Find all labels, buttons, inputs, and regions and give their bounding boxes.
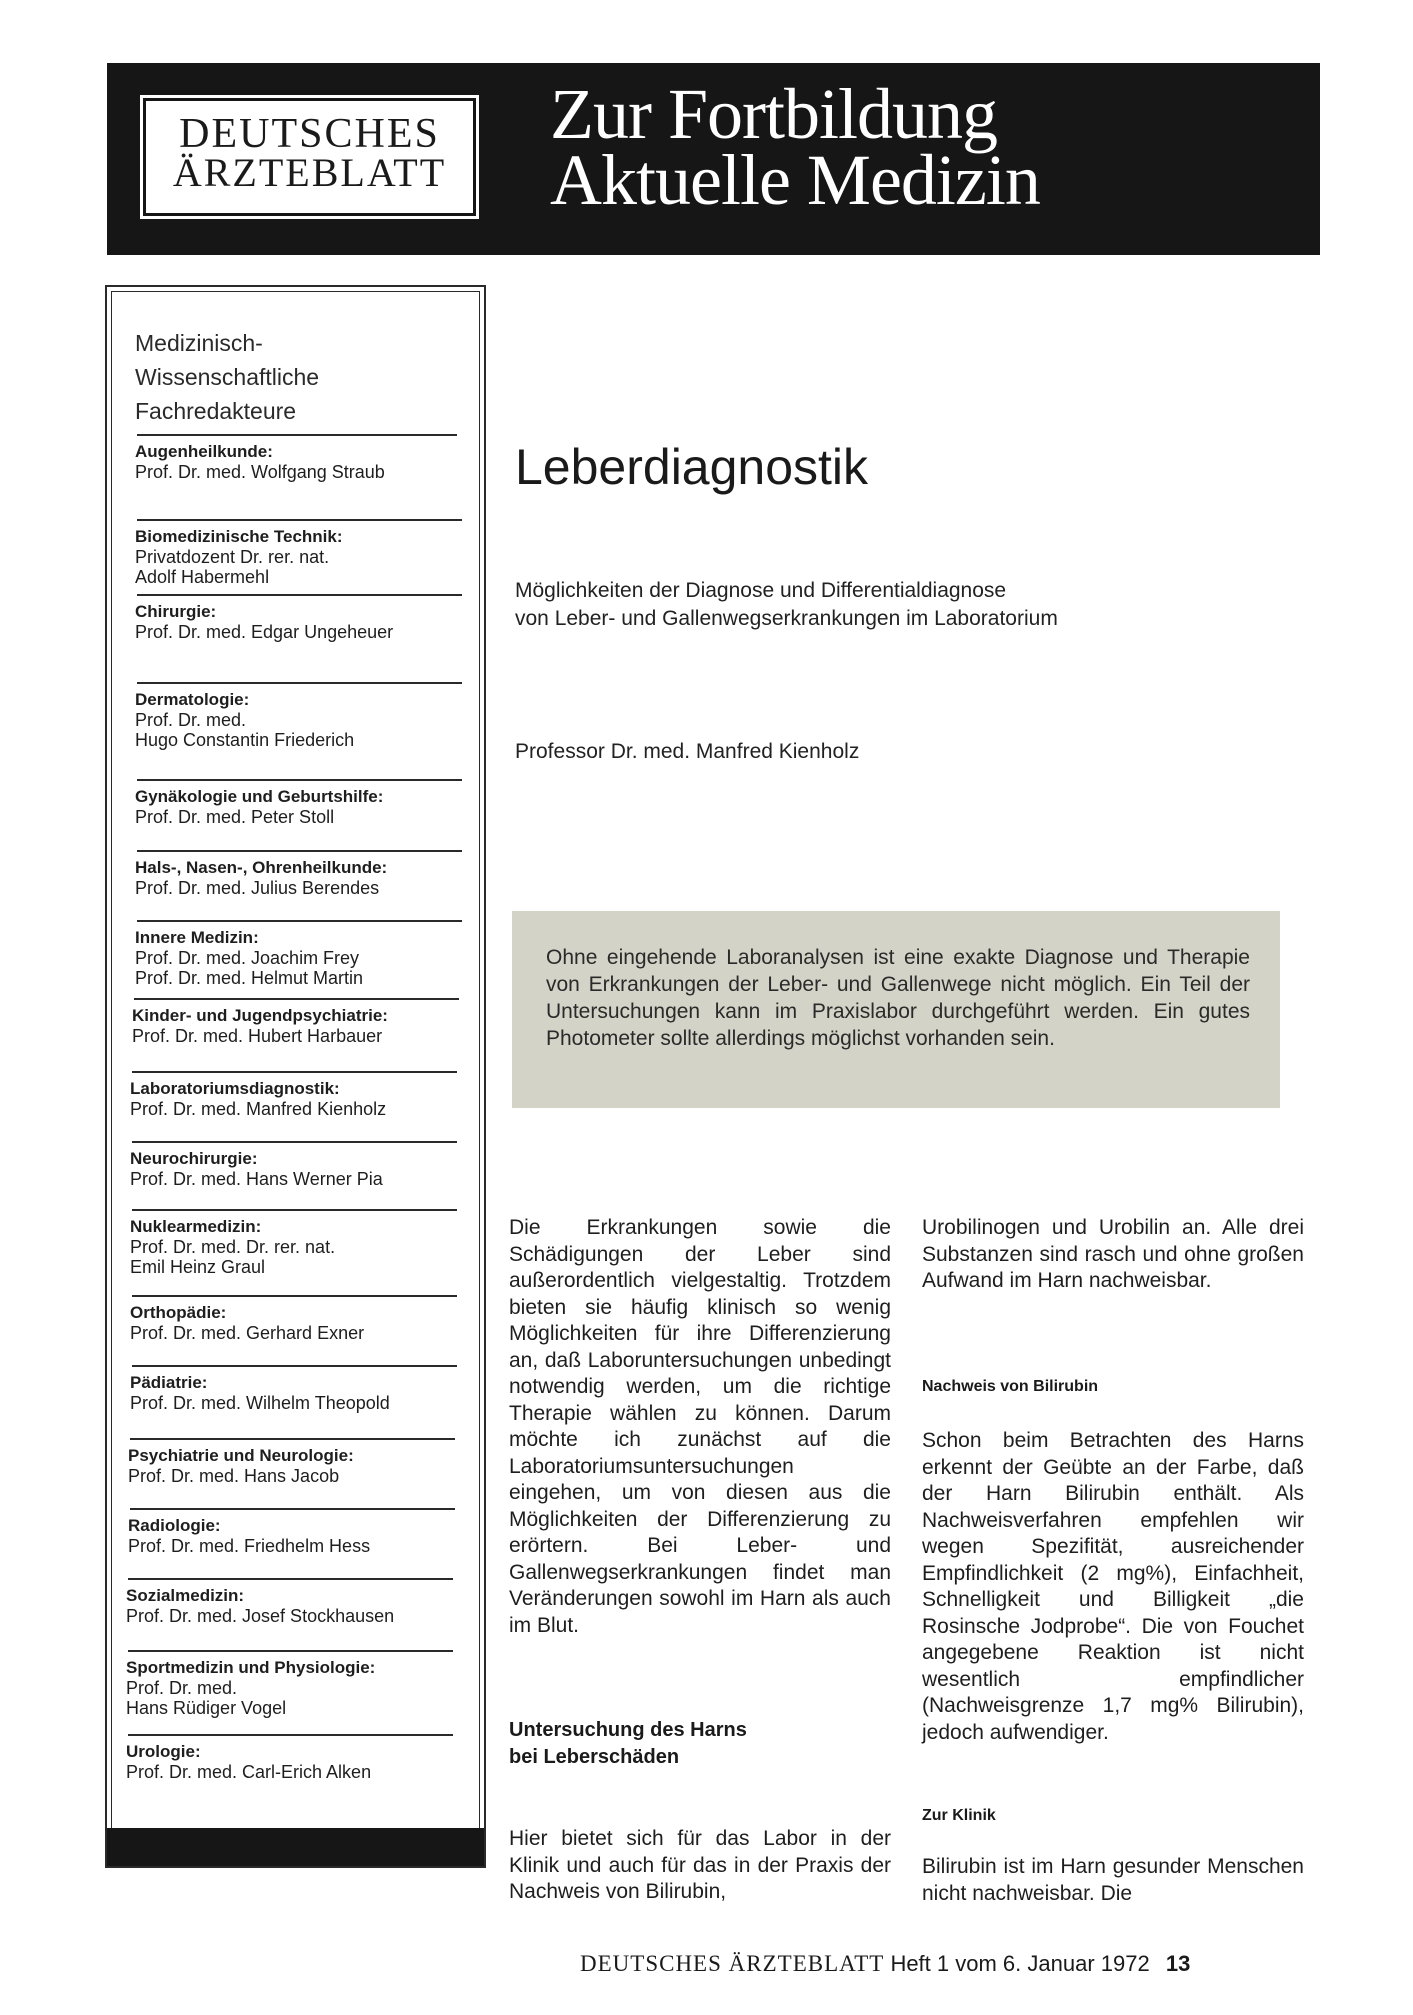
editor-name: Prof. Dr. med. Gerhard Exner xyxy=(130,1323,365,1343)
editor-entry xyxy=(135,858,465,898)
editor-section: Dermatologie: xyxy=(135,690,250,709)
editor-section: Psychiatrie und Neurologie: xyxy=(128,1446,354,1465)
editor-section: Neurochirurgie: xyxy=(130,1149,258,1168)
editor-section: Radiologie: xyxy=(128,1516,221,1535)
section-title xyxy=(550,74,1040,220)
editor-divider xyxy=(137,519,462,521)
editor-name: Hugo Constantin Friederich xyxy=(135,730,355,750)
page-footer xyxy=(580,1951,1190,1977)
editor-divider xyxy=(132,1365,457,1367)
editor-entry xyxy=(130,1079,460,1119)
editor-entry xyxy=(135,928,465,988)
sidebar-footer-bar xyxy=(107,1828,484,1866)
editor-section: Biomedizinische Technik: xyxy=(135,527,343,546)
sidebar-title-line: Medizinisch- xyxy=(135,330,263,356)
column-2-heading-1: Nachweis von Bilirubin xyxy=(922,1378,1099,1395)
editor-name: Prof. Dr. med. Peter Stoll xyxy=(135,807,335,827)
editor-divider xyxy=(128,1650,453,1652)
editor-entry xyxy=(135,602,465,642)
editor-name: Prof. Dr. med. Edgar Ungeheuer xyxy=(135,622,394,642)
column-2-heading-2: Zur Klinik xyxy=(922,1807,996,1824)
column-1-paragraph-2: Hier bietet sich für das Labor in der Klinik und auch für das in der Praxis der Nachweis von Bilirubin, xyxy=(509,1827,891,1903)
editor-name: Prof. Dr. med. Josef Stockhausen xyxy=(126,1606,395,1626)
editor-name: Prof. Dr. med. Wolfgang Straub xyxy=(135,462,385,482)
editor-name: Prof. Dr. med. Joachim Frey xyxy=(135,948,360,968)
editor-section: Pädiatrie: xyxy=(130,1373,208,1392)
editor-entry xyxy=(130,1373,460,1413)
editor-section: Orthopädie: xyxy=(130,1303,227,1322)
article-subtitle xyxy=(515,577,1058,633)
logo-line-1: DEUTSCHES xyxy=(179,111,440,157)
editor-divider xyxy=(128,1578,453,1580)
editor-name: Emil Heinz Graul xyxy=(130,1257,266,1277)
editor-section: Sozialmedizin: xyxy=(126,1586,245,1605)
editor-name: Prof. Dr. med. Dr. rer. nat. xyxy=(130,1237,336,1257)
editor-name: Hans Rüdiger Vogel xyxy=(126,1698,287,1718)
editor-name: Privatdozent Dr. rer. nat. xyxy=(135,547,330,567)
editor-name: Prof. Dr. med. Hans Jacob xyxy=(128,1466,340,1486)
editor-entry xyxy=(135,442,465,482)
column-2-paragraph-2: Schon beim Betrachten des Harns erkennt der Geübte an der Farbe, daß der Harn Bilirubin enthält. Als Nachweisverfahren empfehlen wir wegen Spezifität, ausreichender Empfindlichkeit (2 mg%), Einfachheit, Schnelligkeit und Billigkeit „die Rosinsche Jodprobe“. Die von Fouchet angegebene Reaktion ist nicht wesentlich empfindlicher (Nachweisgrenze 1,7 mg% Bilirubin), jedoch aufwendiger. xyxy=(922,1429,1304,1744)
column-1-heading xyxy=(509,1717,747,1771)
editor-name: Prof. Dr. med. Hans Werner Pia xyxy=(130,1169,383,1189)
editor-divider xyxy=(130,1508,455,1510)
editor-section: Hals-, Nasen-, Ohrenheilkunde: xyxy=(135,858,388,877)
editor-divider xyxy=(137,850,462,852)
editor-name: Prof. Dr. med. xyxy=(135,710,247,730)
footer-magazine: DEUTSCHES ÄRZTEBLATT xyxy=(580,1951,885,1976)
editor-entry xyxy=(128,1516,458,1556)
editor-section: Nuklearmedizin: xyxy=(130,1217,262,1236)
masthead-banner xyxy=(107,63,1320,255)
editor-entry xyxy=(126,1586,456,1626)
editor-section: Sportmedizin und Physiologie: xyxy=(126,1658,376,1677)
editor-section: Chirurgie: xyxy=(135,602,217,621)
heading-line-1: Untersuchung des Harns xyxy=(509,1719,747,1741)
section-title-line-2: Aktuelle Medizin xyxy=(550,140,1040,220)
editor-name: Prof. Dr. med. xyxy=(126,1678,238,1698)
editor-name: Prof. Dr. med. Wilhelm Theopold xyxy=(130,1393,390,1413)
editor-section: Gynäkologie und Geburtshilfe: xyxy=(135,787,384,806)
journal-logo xyxy=(143,98,476,216)
editor-section: Augenheilkunde: xyxy=(135,442,273,461)
editor-divider xyxy=(128,1734,453,1736)
editor-divider xyxy=(137,779,462,781)
editor-entry xyxy=(130,1149,460,1189)
editor-divider xyxy=(132,1295,457,1297)
page-number: 13 xyxy=(1165,1951,1191,1976)
sidebar-title-line: Wissenschaftliche xyxy=(135,364,320,390)
editor-entry xyxy=(130,1303,460,1343)
editor-name: Prof. Dr. med. Helmut Martin xyxy=(135,968,364,988)
article-title: Leberdiagnostik xyxy=(515,439,869,495)
editor-entry xyxy=(135,527,465,587)
editor-divider xyxy=(132,1141,457,1143)
editor-divider xyxy=(130,1438,455,1440)
editors-sidebar xyxy=(105,285,486,1868)
editor-divider xyxy=(132,1209,457,1211)
editor-section: Innere Medizin: xyxy=(135,928,259,947)
column-2-paragraph-1: Urobilinogen und Urobilin an. Alle drei Substanzen sind rasch und ohne großen Aufwand im Harn nachweisbar. xyxy=(922,1216,1304,1292)
editor-name: Prof. Dr. med. Friedhelm Hess xyxy=(128,1536,371,1556)
logo-line-2: ÄRZTEBLATT xyxy=(172,150,447,195)
editor-divider xyxy=(137,920,462,922)
editor-entry xyxy=(126,1658,456,1718)
editor-entry xyxy=(130,1217,460,1277)
editor-name: Prof. Dr. med. Carl-Erich Alken xyxy=(126,1762,372,1782)
editor-section: Urologie: xyxy=(126,1742,201,1761)
editor-divider xyxy=(132,1071,457,1073)
column-2-paragraph-3: Bilirubin ist im Harn gesunder Menschen nicht nachweisbar. Die xyxy=(922,1855,1304,1905)
editor-divider xyxy=(134,998,459,1000)
editor-entry xyxy=(128,1446,458,1486)
subtitle-line-1: Möglichkeiten der Diagnose und Differentialdiagnose xyxy=(515,579,1007,602)
editor-section: Laboratoriumsdiagnostik: xyxy=(130,1079,340,1098)
footer-issue: Heft 1 vom 6. Januar 1972 xyxy=(890,1951,1150,1976)
editor-entry xyxy=(135,690,465,750)
editor-entry xyxy=(132,1006,462,1046)
editor-entry xyxy=(126,1742,456,1782)
column-1-paragraph-1: Die Erkrankungen sowie die Schädigungen der Leber sind außerordentlich vielgestaltig. Trotzdem bieten sie häufig klinisch so wenig Möglichkeiten für ihre Differenzierung an, daß Laboruntersuchungen unbedingt notwendig werden, um die richtige Therapie wählen zu können. Darum möchte ich zunächst auf die Laboratoriumsuntersuchungen eingehen, um von diesen aus die Möglichkeiten der Differenzierung zu erörtern. Bei Leber- und Gallenwegserkrankungen findet man Veränderungen sowohl im Harn als auch im Blut. xyxy=(509,1216,891,1637)
editor-divider xyxy=(137,594,462,596)
article-author: Professor Dr. med. Manfred Kienholz xyxy=(515,740,860,763)
editor-entry xyxy=(135,787,465,827)
sidebar-title xyxy=(135,326,319,428)
editor-name: Prof. Dr. med. Manfred Kienholz xyxy=(130,1099,387,1119)
sidebar-title-line: Fachredakteure xyxy=(135,398,297,424)
editor-divider xyxy=(137,434,457,436)
heading-line-2: bei Leberschäden xyxy=(509,1746,680,1768)
editor-divider xyxy=(137,682,462,684)
editor-section: Kinder- und Jugendpsychiatrie: xyxy=(132,1006,388,1025)
editor-name: Prof. Dr. med. Hubert Harbauer xyxy=(132,1026,383,1046)
subtitle-line-2: von Leber- und Gallenwegserkrankungen im Laboratorium xyxy=(515,607,1058,630)
sidebar-inner-frame xyxy=(111,291,480,1866)
editor-name: Prof. Dr. med. Julius Berendes xyxy=(135,878,380,898)
article-abstract: Ohne eingehende Laboranalysen ist eine exakte Diagnose und Therapie von Erkrankungen der Leber- und Gallenwege nicht möglich. Ein Teil der Untersuchungen kann im Praxislabor durchgeführt werden. Ein gutes Photometer sollte allerdings möglichst vorhanden sein. xyxy=(512,911,1280,1108)
editor-name: Adolf Habermehl xyxy=(135,567,270,587)
section-title-line-1: Zur Fortbildung xyxy=(550,74,997,154)
